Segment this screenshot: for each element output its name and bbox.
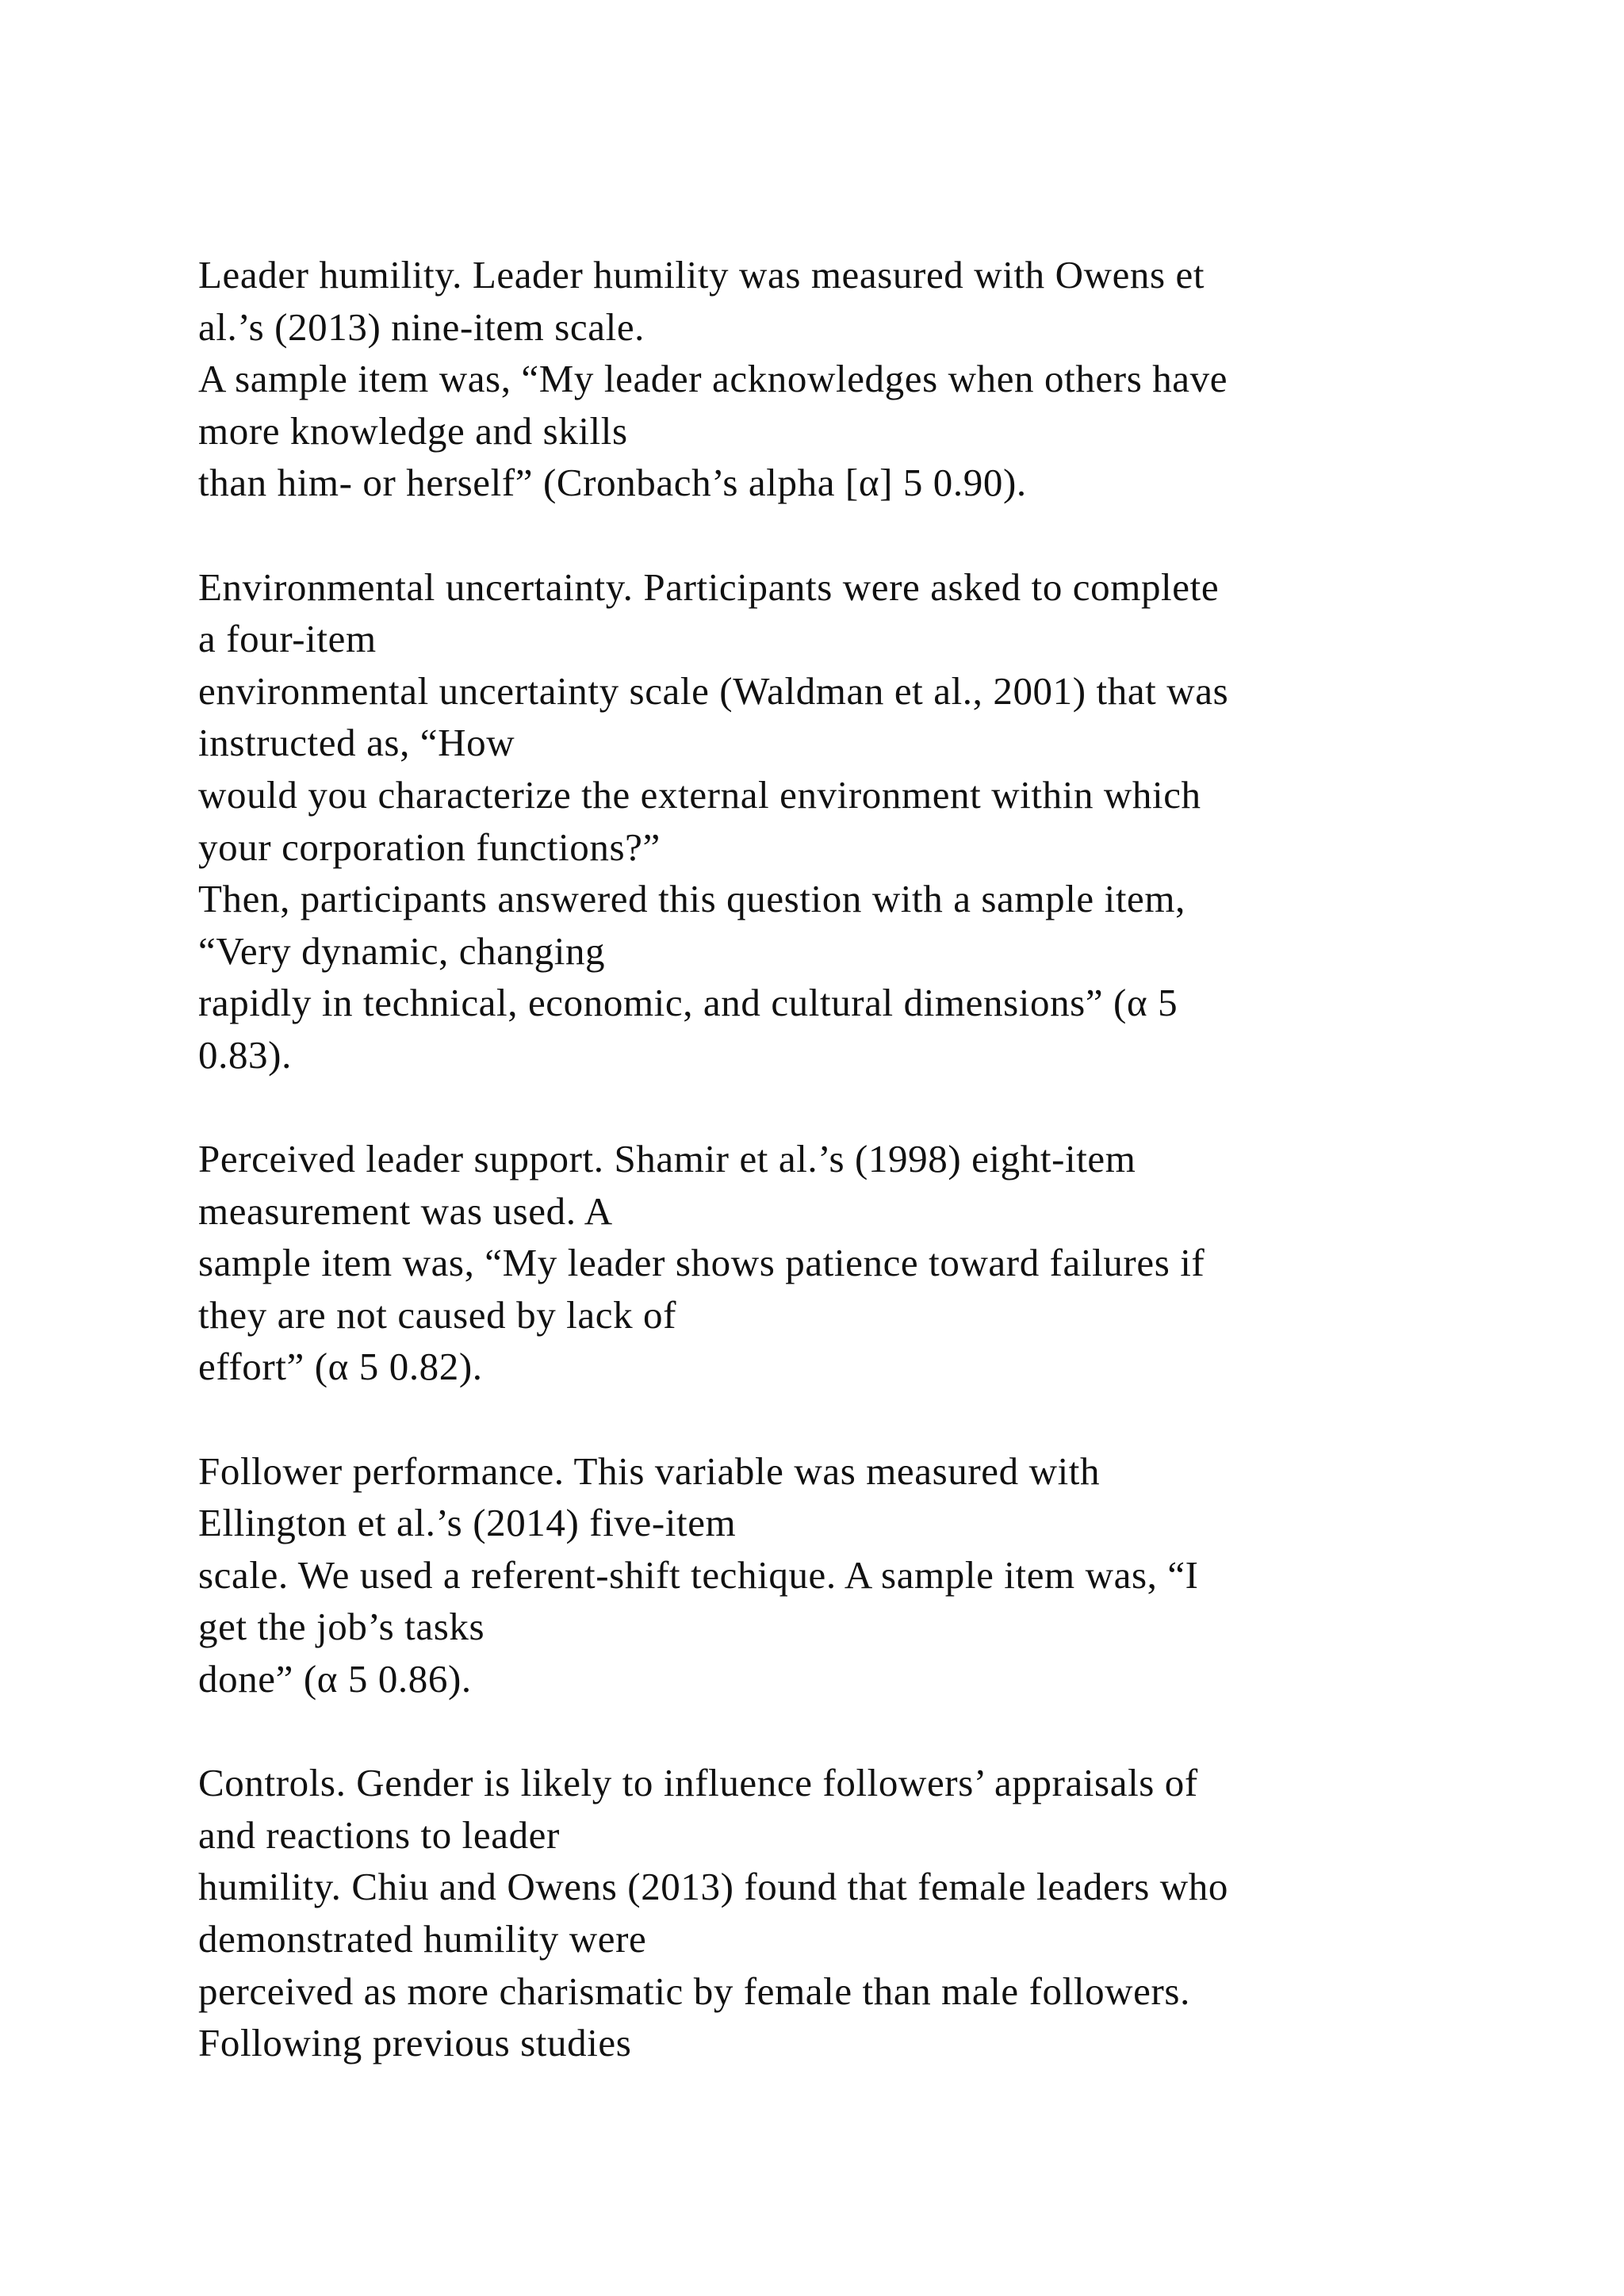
text-line: would you characterize the external environment within which [198,772,1201,817]
text-line: environmental uncertainty scale (Waldman et al., 2001) that was [198,668,1229,713]
text-line: Perceived leader support. Shamir et al.’s (1998) eight-item [198,1137,1136,1181]
paragraph-follower-performance [198,1445,1546,1705]
paragraph-gap [198,1705,1546,1758]
text-line: rapidly in technical, economic, and cultural dimensions” (α 5 [198,981,1178,1025]
text-line: humility. Chiu and Owens (2013) found that female leaders who [198,1865,1228,1909]
text-line: demonstrated humility were [198,1917,647,1961]
text-line: more knowledge and skills [198,408,628,453]
paragraph-perceived-leader-support [198,1133,1546,1393]
paragraph-environmental-uncertainty [198,561,1546,1081]
paragraph-controls [198,1757,1546,2069]
text-line: get the job’s tasks [198,1605,485,1649]
text-line: done” (α 5 0.86). [198,1657,472,1701]
text-line: A sample item was, “My leader acknowledges when others have [198,357,1228,401]
text-line: 0.83). [198,1032,292,1077]
paragraph-gap [198,1081,1546,1134]
text-line: al.’s (2013) nine-item scale. [198,304,645,349]
text-line: your corporation functions?” [198,825,661,869]
text-line: sample item was, “My leader shows patience toward failures if [198,1241,1205,1285]
text-line: scale. We used a referent-shift techique. A sample item was, “I [198,1552,1199,1597]
paragraph-gap [198,1393,1546,1445]
text-line: Leader humility. Leader humility was measured with Owens et [198,253,1205,297]
document-body [198,249,1546,2069]
text-line: Controls. Gender is likely to influence followers’ appraisals of [198,1761,1198,1805]
text-line: measurement was used. A [198,1188,613,1233]
text-line: instructed as, “How [198,721,515,765]
text-line: Then, participants answered this question with a sample item, [198,877,1185,921]
paragraph-gap [198,509,1546,561]
text-line: and reactions to leader [198,1812,560,1857]
text-line: effort” (α 5 0.82). [198,1345,483,1389]
text-line: than him- or herself” (Cronbach’s alpha [α] 5 0.90). [198,461,1027,505]
text-line: they are not caused by lack of [198,1292,677,1337]
text-line: “Very dynamic, changing [198,928,606,973]
text-line: Ellington et al.’s (2014) five-item [198,1501,737,1545]
text-line: a four-item [198,617,377,661]
text-line: Environmental uncertainty. Participants were asked to complete [198,564,1220,609]
text-line: Following previous studies [198,2021,632,2065]
text-line: perceived as more charismatic by female than male followers. [198,1969,1190,2013]
paragraph-leader-humility [198,249,1546,509]
text-line: Follower performance. This variable was measured with [198,1448,1101,1493]
